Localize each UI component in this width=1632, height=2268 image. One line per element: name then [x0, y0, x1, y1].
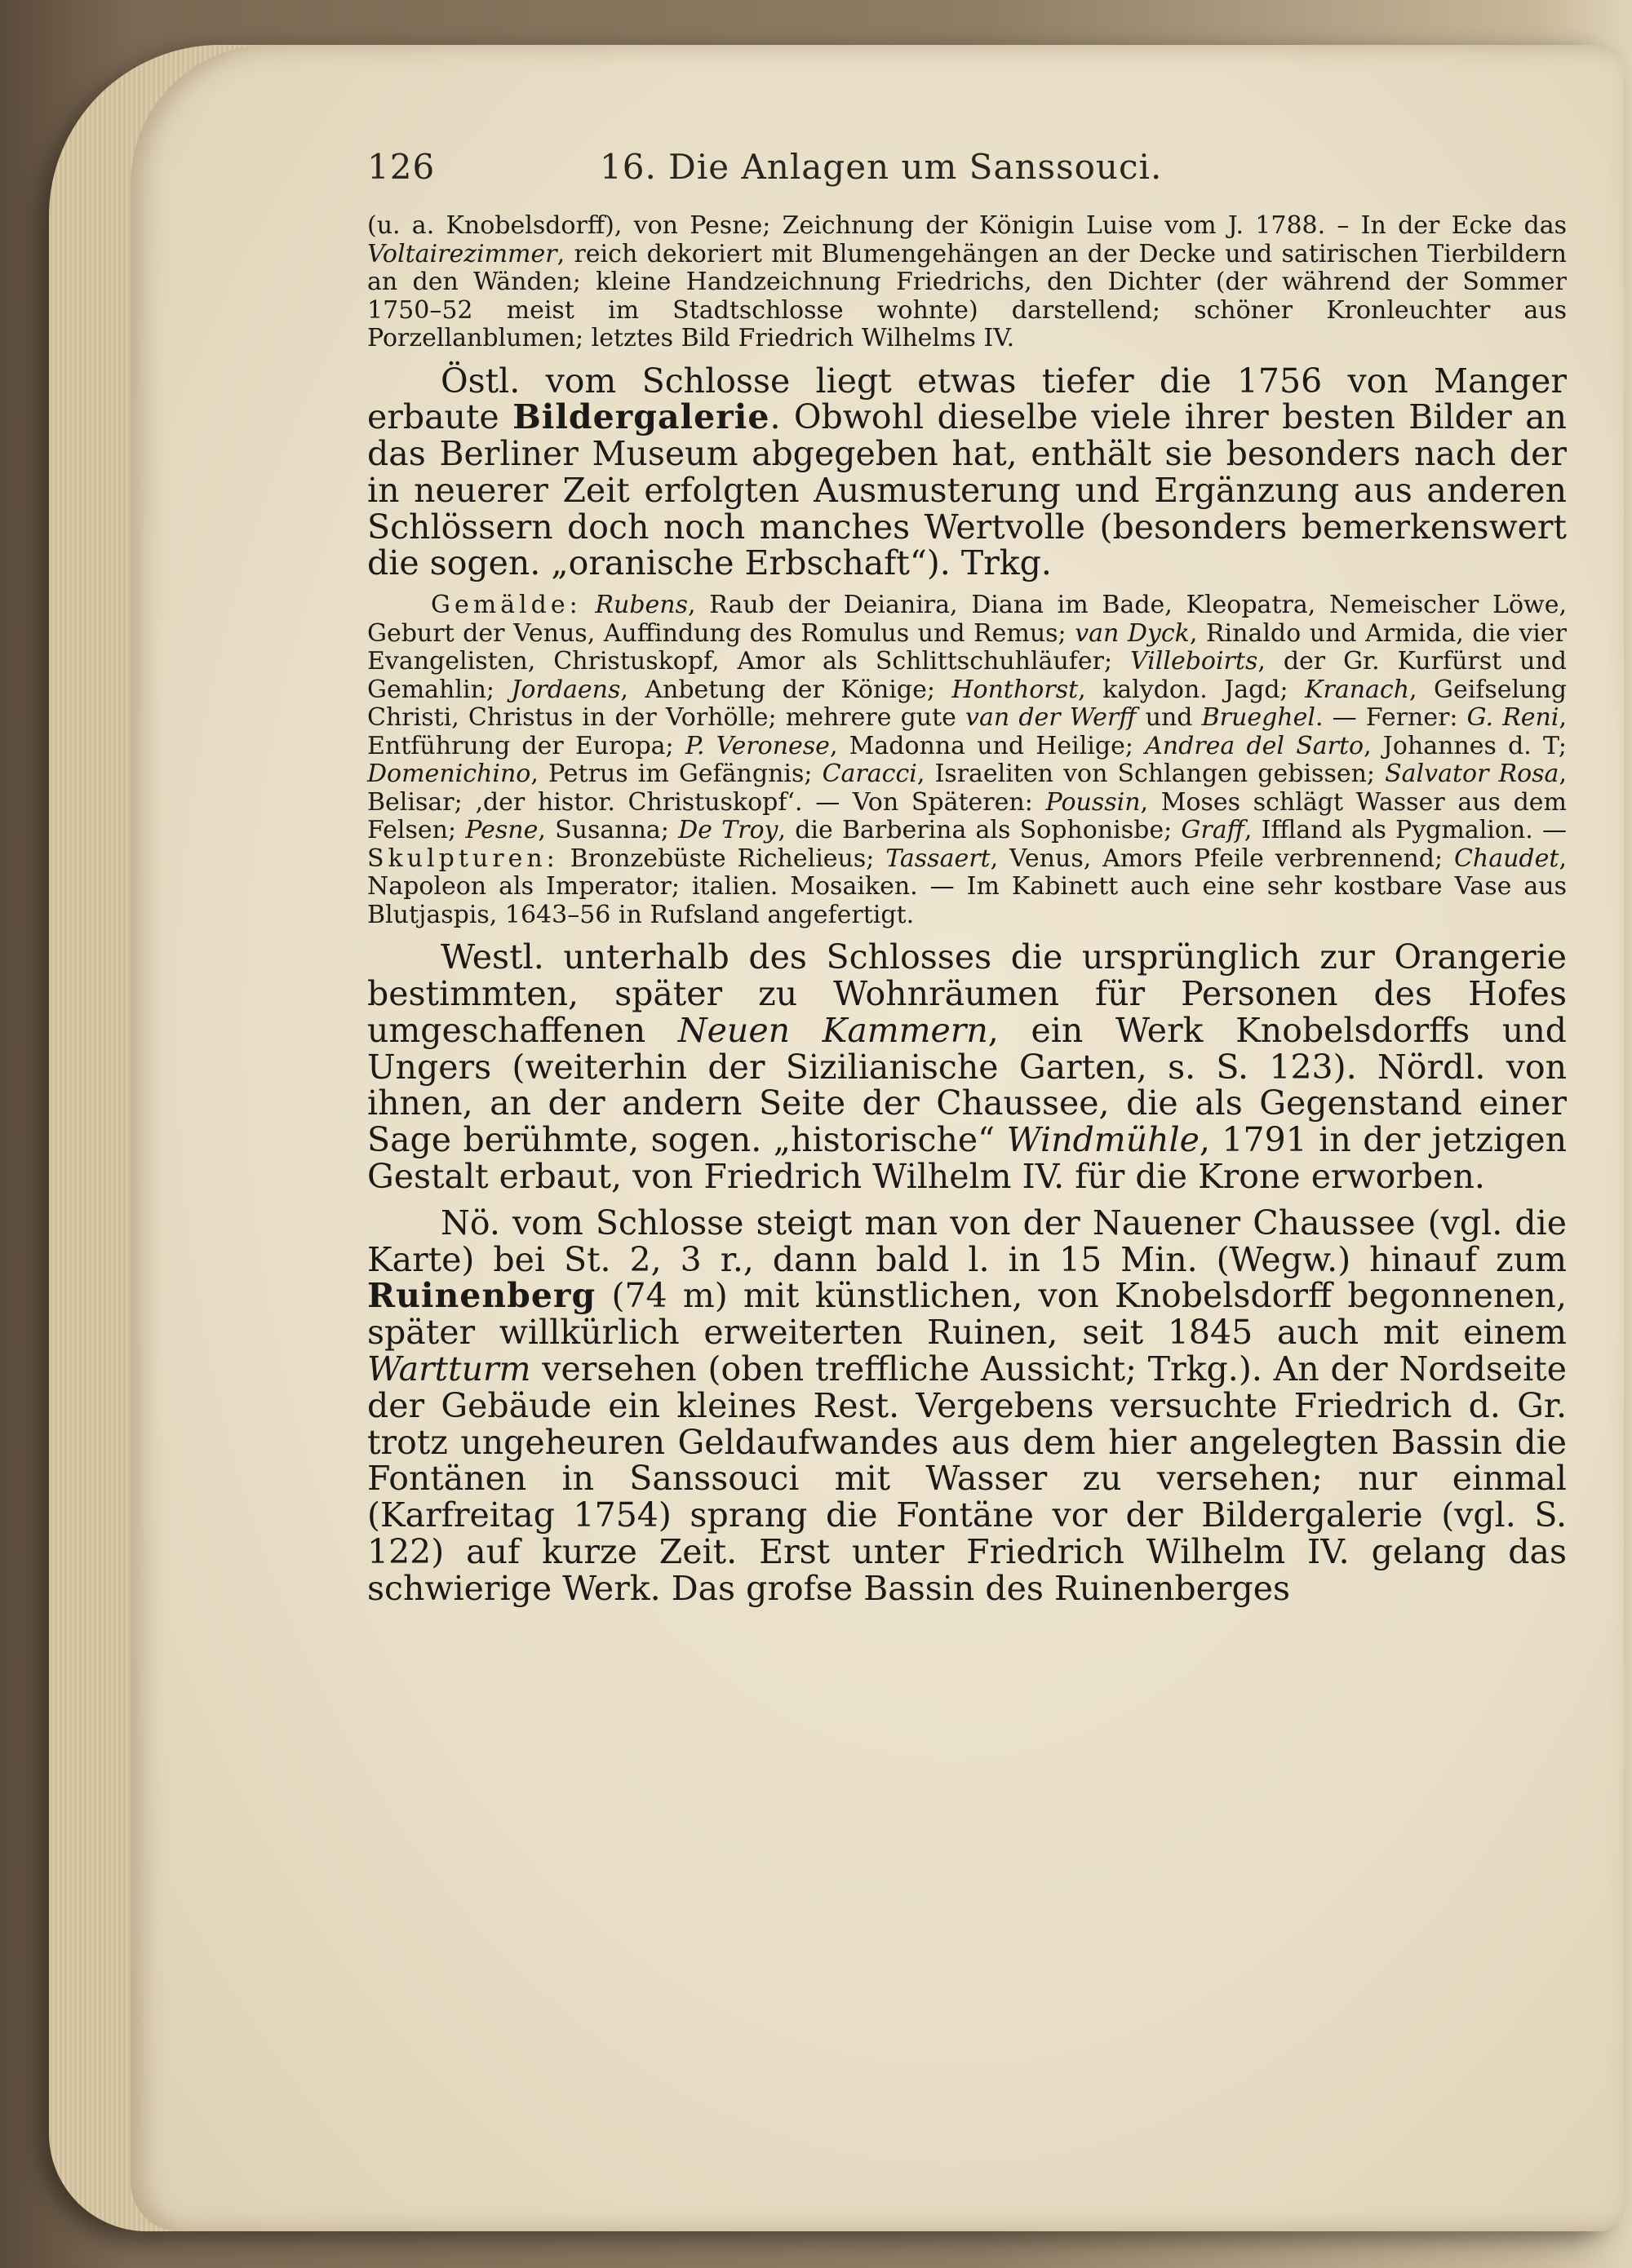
paragraph-gemaelde-list: Gemälde: Rubens, Raub der Deianira, Diana im Bade, Kleopatra, Nemeischer Löwe, Geburt der Venus, Auffindung des Romulus und Remus; van Dyck, Rinaldo und Armida, die vier Evangelisten, Christuskopf, Amor als Schlittschuhläufer; Villeboirts, der Gr. Kurfürst und Gemahlin; Jordaens, Anbetung der Könige; Honthorst, kalydon. Jagd; Kranach, Geifselung Christi, Christus in der Vorhölle; mehrere gute van der Werff und Brueghel. — Ferner: G. Reni, Entführung der Europa; P. Veronese, Madonna und Heilige; Andrea del Sarto, Johannes d. T; Domenichino, Petrus im Gefängnis; Caracci, Israeliten von Schlangen gebissen; Salvator Rosa, Belisar; ‚der histor. Christuskopf‘. — Von Späteren: Poussin, Moses schlägt Wasser aus dem Felsen; Pesne, Susanna; De Troy, die Barberina als Sophonisbe; Graff, Iffland als Pygmalion. — Skulpturen: Bronzebüste Richelieus; Tassaert, Venus, Amors Pfeile verbrennend; Chaudet, Napoleon als Imperator; italien. Mosaiken. — Im Kabinett auch eine sehr kostbare Vase aus Blutjaspis, 1643–56 in Rufsland angefertigt. — [367, 591, 1568, 929]
page-number: 126 — [367, 147, 436, 187]
page-content — [367, 139, 1567, 1607]
chapter-title: 16. Die Anlagen um Sanssouci. — [600, 147, 1163, 187]
paragraph-voltaire-room: (u. a. Knobelsdorff), von Pesne; Zeichnung der Königin Luise vom J. 1788. – In der Ecke das Voltairezimmer, reich dekoriert mit Blumengehängen an der Decke und satirischen Tierbildern an den Wänden; kleine Handzeichnung Friedrichs, den Dichter (der während der Sommer 1750–52 meist im Stadtschlosse wohnte) darstellend; schöner Kronleuchter aus Porzellanblumen; letztes Bild Friedrich Wilhelms IV. — [367, 211, 1567, 352]
paragraph-neue-kammern: Westl. unterhalb des Schlosses die ursprünglich zur Orangerie bestimmten, später zu Wohnräumen für Personen des Hofes umgeschaffenen Neuen Kammern, ein Werk Knobelsdorffs und Ungers (weiterhin der Sizilianische Garten, s. S. 123). Nördl. von ihnen, an der andern Seite der Chaussee, die als Gegenstand einer Sage berühmte, sogen. „historische“ Windmühle, 1791 in der jetzigen Gestalt erbaut, von Friedrich Wilhelm IV. für die Krone erworben. — [367, 937, 1568, 1197]
book-page — [131, 45, 1624, 2231]
paragraph-ruinenberg: Nö. vom Schlosse steigt man von der Nauener Chaussee (vgl. die Karte) bei St. 2, 3 r., dann bald l. in 15 Min. (Wegw.) hinauf zum Ruinenberg (74 m) mit künstlichen, von Knobelsdorff begonnenen, später willkürlich erweiterten Ruinen, seit 1845 auch mit einem Wartturm versehen (oben treffliche Aussicht; Trkg.). An der Nordseite der Gebäude ein kleines Rest. Vergebens versuchte Friedrich d. Gr. trotz ungeheuren Geldaufwandes aus dem hier angelegten Bassin die Fontänen in Sanssouci mit Wasser zu versehen; nur einmal (Karfreitag 1754) sprang die Fontäne vor der Bildergalerie (vgl. S. 122) auf kurze Zeit. Erst unter Friedrich Wilhelm IV. gelang das schwierige Werk. Das grofse Bassin des Ruinenberges — [367, 1203, 1567, 1608]
running-head — [367, 139, 1567, 212]
paragraph-bildergalerie: Östl. vom Schlosse liegt etwas tiefer die 1756 von Manger erbaute Bildergalerie. Obwohl dieselbe viele ihrer besten Bilder an das Berliner Museum abgegeben hat, enthält sie besonders nach der in neuerer Zeit erfolgten Ausmusterung und Ergänzung aus anderen Schlössern doch noch manches Wertvolle (besonders bemerkenswert die sogen. „oranische Erbschaft“). Trkg. — [367, 361, 1568, 583]
